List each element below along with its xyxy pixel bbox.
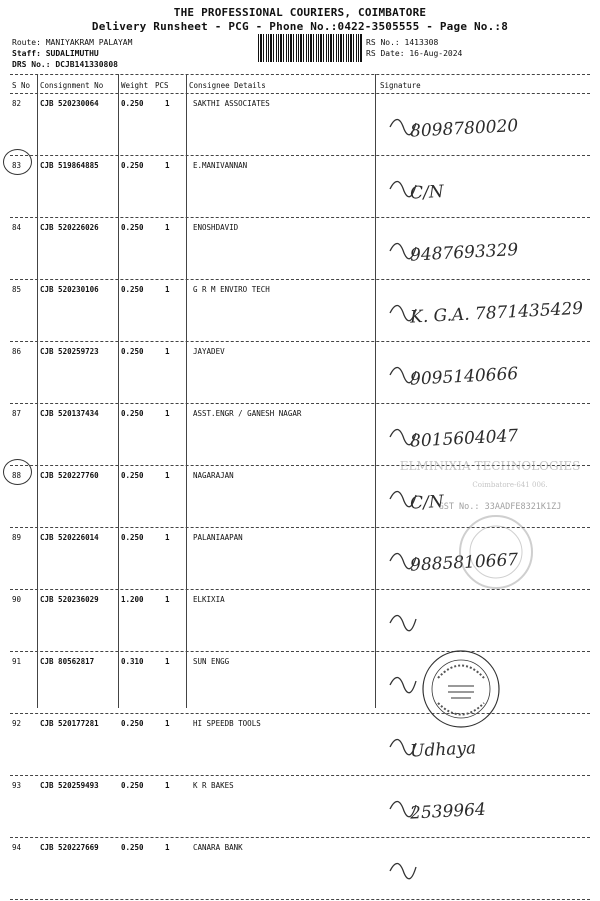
table-row	[0, 95, 600, 157]
col-header-weight: Weight	[121, 81, 149, 90]
signature-scribble	[390, 863, 416, 878]
serial-number: 82	[12, 99, 22, 108]
table-row	[0, 219, 600, 281]
row-rule	[10, 403, 590, 404]
consignment-number: CJB 520259723	[40, 347, 99, 356]
serial-number: 88	[12, 471, 22, 480]
weight-value: 0.250	[121, 409, 144, 418]
consignee-name: SUN ENGG	[193, 657, 230, 666]
consignee-name: NAGARAJAN	[193, 471, 234, 480]
serial-number: 83	[12, 161, 22, 170]
consignee-name: PALANIAAPAN	[193, 533, 243, 542]
signature-text: 2539964	[409, 799, 487, 824]
weight-value: 1.200	[121, 595, 144, 604]
consignee-name: CANARA BANK	[193, 843, 243, 852]
hand-drawn-circle	[3, 459, 32, 485]
pcs-value: 1	[165, 533, 170, 542]
pcs-value: 1	[165, 285, 170, 294]
consignee-name: SAKTHI ASSOCIATES	[193, 99, 270, 108]
table-row	[0, 653, 600, 715]
serial-number: 92	[12, 719, 22, 728]
signature-text: C/N	[409, 491, 445, 514]
consignment-number: CJB 520226026	[40, 223, 99, 232]
weight-value: 0.250	[121, 99, 144, 108]
signature	[380, 97, 585, 153]
signature-text: K. G.A. 7871435429	[409, 298, 584, 328]
weight-value: 0.250	[121, 843, 144, 852]
signature-text: C/N	[409, 181, 445, 204]
company-stamp-text: ELMINIXIA TECHNOLOGIES	[400, 459, 580, 473]
table-row	[0, 777, 600, 839]
signature	[380, 221, 585, 277]
consignee-name: K R BAKES	[193, 781, 234, 790]
consignment-number: CJB 520259493	[40, 781, 99, 790]
weight-value: 0.250	[121, 161, 144, 170]
company-stamp-address: Coimbatore-641 006.	[472, 481, 548, 489]
consignment-number: CJB 520230106	[40, 285, 99, 294]
signature	[380, 779, 585, 835]
pcs-value: 1	[165, 781, 170, 790]
rs-no-value: 1413308	[404, 38, 439, 47]
weight-value: 0.310	[121, 657, 144, 666]
pcs-value: 1	[165, 471, 170, 480]
meta-left	[12, 37, 132, 70]
company-title: THE PROFESSIONAL COURIERS, COIMBATORE	[173, 6, 427, 19]
rs-date-line: RS Date: 16-Aug-2024	[366, 49, 463, 58]
consignment-number: CJB 520227760	[40, 471, 99, 480]
consignee-name: E.MANIVANNAN	[193, 161, 248, 170]
signature	[380, 841, 585, 897]
row-rule	[10, 775, 590, 776]
staff-value: SUDALIMUTHU	[45, 49, 99, 58]
row-rule	[10, 837, 590, 838]
serial-number: 84	[12, 223, 22, 232]
pcs-value: 1	[165, 657, 170, 666]
serial-number: 94	[12, 843, 22, 852]
bank-seal	[418, 648, 504, 730]
serial-number: 85	[12, 285, 22, 294]
col-header-consignee: Consignee Details	[189, 81, 266, 90]
consignment-number: CJB 520137434	[40, 409, 99, 418]
weight-value: 0.250	[121, 285, 144, 294]
consignee-name: ENOSHDAVID	[193, 223, 239, 232]
signature-text: 9487693329	[409, 240, 519, 266]
weight-value: 0.250	[121, 719, 144, 728]
consignee-name: ASST.ENGR / GANESH NAGAR	[193, 409, 302, 418]
consignee-name: HI SPEEDB TOOLS	[193, 719, 261, 728]
consignment-number: CJB 520227669	[40, 843, 99, 852]
row-rule	[10, 899, 590, 900]
signature-text: 9885810667	[409, 550, 519, 576]
route-line: Route: MANIYAKRAM PALAYAM	[12, 38, 133, 47]
staff-line: Staff: SUDALIMUTHU	[12, 49, 99, 58]
row-rule	[10, 341, 590, 342]
signature	[380, 283, 585, 339]
table-row	[0, 839, 600, 901]
drs-line: DRS No.: DCJB141330808	[12, 60, 118, 69]
serial-number: 91	[12, 657, 22, 666]
signature-text: Udhaya	[409, 738, 477, 762]
col-header-consignment: Consignment No	[40, 81, 104, 90]
table-row	[0, 715, 600, 777]
pcs-value: 1	[165, 99, 170, 108]
route-value: MANIYAKRAM PALAYAM	[45, 38, 133, 47]
consignment-number: CJB 520226014	[40, 533, 99, 542]
row-rule	[10, 279, 590, 280]
header-rule	[10, 93, 590, 94]
signature-text: 8098780020	[409, 116, 519, 142]
weight-value: 0.250	[121, 347, 144, 356]
serial-number: 86	[12, 347, 22, 356]
serial-number: 90	[12, 595, 22, 604]
consignment-number: CJB 520236029	[40, 595, 99, 604]
serial-number: 93	[12, 781, 22, 790]
hand-drawn-circle	[3, 149, 32, 175]
drs-value: DCJB141330808	[55, 60, 118, 69]
runsheet-subtitle: Delivery Runsheet - PCG - Phone No.:0422-3505555 - Page No.:8	[91, 20, 509, 33]
consignment-number: CJB 80562817	[40, 657, 95, 666]
pcs-value: 1	[165, 843, 170, 852]
table-row	[0, 281, 600, 343]
consignee-name: G R M ENVIRO TECH	[193, 285, 270, 294]
weight-value: 0.250	[121, 533, 144, 542]
table-top-rule	[10, 74, 590, 75]
consignee-name: ELKIXIA	[193, 595, 225, 604]
weight-value: 0.250	[121, 471, 144, 480]
weight-value: 0.250	[121, 781, 144, 790]
weight-value: 0.250	[121, 223, 144, 232]
signature	[380, 345, 585, 401]
pcs-value: 1	[165, 347, 170, 356]
signature	[380, 159, 585, 215]
table-row	[0, 343, 600, 405]
row-rule	[10, 217, 590, 218]
rs-date-value: 16-Aug-2024	[409, 49, 463, 58]
signature	[380, 593, 585, 649]
rs-no-line: RS No.: 1413308	[366, 38, 439, 47]
col-header-sno: S No	[12, 81, 31, 90]
pcs-value: 1	[165, 161, 170, 170]
signature-scribble	[390, 677, 416, 692]
pcs-value: 1	[165, 409, 170, 418]
signature-scribble	[390, 615, 416, 630]
table-row	[0, 157, 600, 219]
signature-text: 9095140666	[409, 364, 519, 390]
gst-number: GST No.: 33AADFE8321K1ZJ	[438, 502, 562, 512]
meta-right	[366, 37, 462, 59]
pcs-value: 1	[165, 595, 170, 604]
company-stamp	[400, 455, 580, 515]
consignment-number: CJB 520230064	[40, 99, 99, 108]
pcs-value: 1	[165, 223, 170, 232]
table-row	[0, 591, 600, 653]
signature-text: 8015604047	[409, 426, 519, 452]
col-header-signature: Signature	[380, 81, 421, 90]
serial-number: 89	[12, 533, 22, 542]
barcode	[258, 34, 362, 62]
consignee-name: JAYADEV	[193, 347, 225, 356]
consignment-number: CJB 520177281	[40, 719, 99, 728]
pcs-value: 1	[165, 719, 170, 728]
consignment-number: CJB 519864885	[40, 161, 99, 170]
faint-round-stamp	[456, 512, 536, 592]
col-header-pcs: PCS	[155, 81, 169, 90]
serial-number: 87	[12, 409, 22, 418]
row-rule	[10, 155, 590, 156]
